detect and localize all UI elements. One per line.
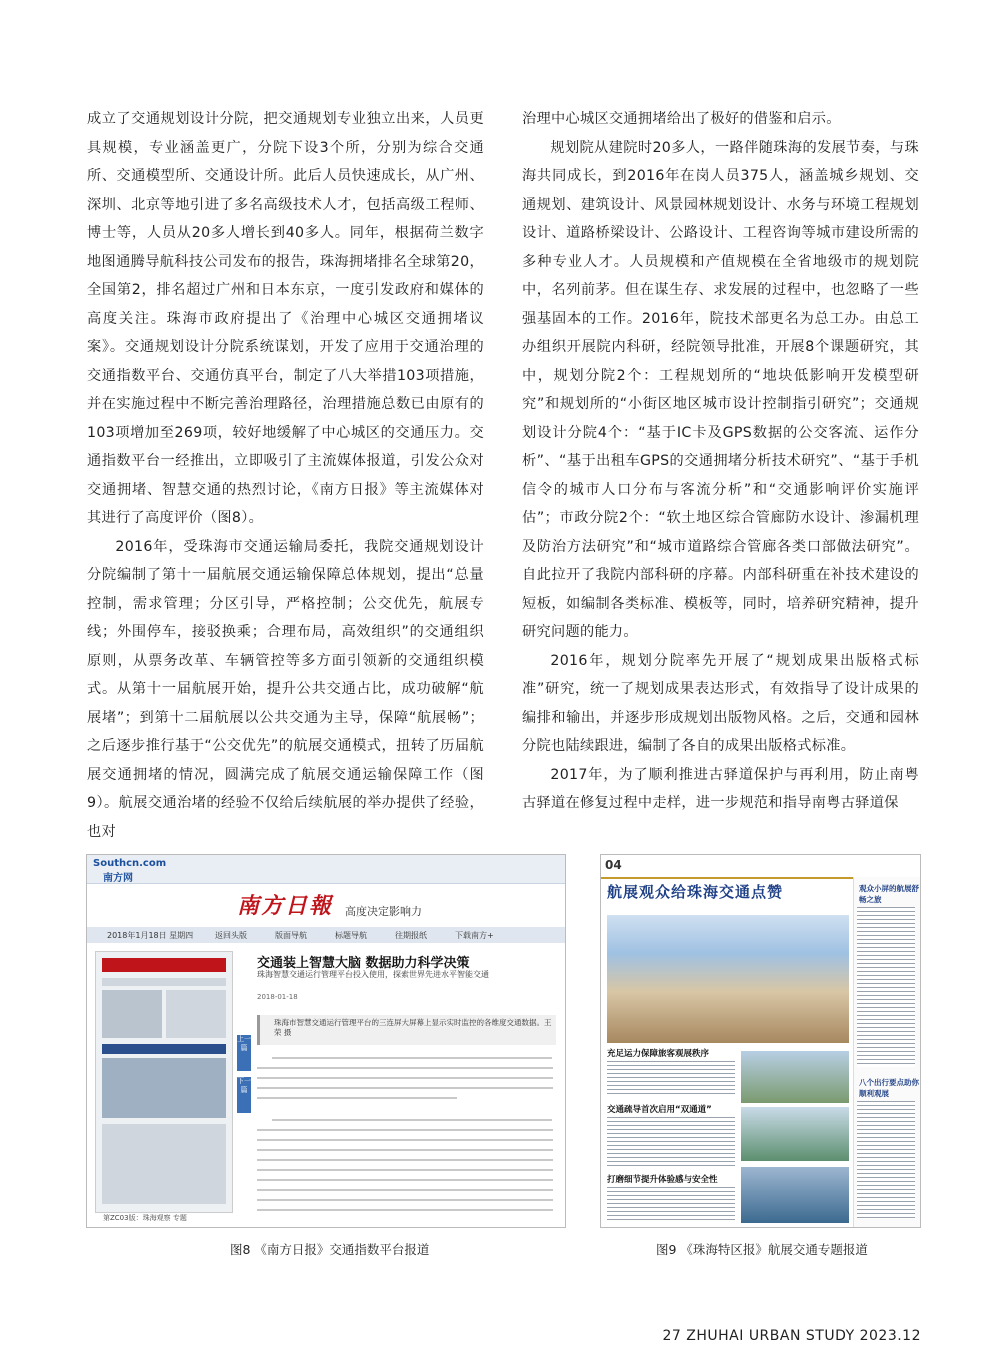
- article-subhead: 珠海智慧交通运行管理平台投入使用，探索世界先进水平智能交通: [257, 970, 489, 979]
- figure-9-caption: 图9 《珠海特区报》航展交通专题报道: [656, 1242, 868, 1257]
- right-paragraph-2: 规划院从建院时20多人，一路伴随珠海的发展节奏，与珠海共同成长，到2016年在岗人员375人，涵盖城乡规划、交通规划、建筑设计、风景园林规划设计、水务与环境工程规划设计、道路桥梁设计、公路设计、工程咨询等城市建设所需的多种专业人才。人员规模和产值规模在全省地级市的规划院中，名列前茅。但在谋生存、求发展的过程中，也忽略了一些强基固本的工作。2016年，院技术部更名为总工办。由总工办组织开展院内科研，经院领导批准，开展8个课题研究，其中，规划分院2个：工程规划所的“地块低影响开发模型研究”和规划所的“小街区地区城市设计控制指引研究”；交通规划设计分院4个：“基于IC卡及GPS数据的公交客流、运作分析”、“基于出租车GPS的交通拥堵分析技术研究”、“基于手机信令的城市人口分布与客流分析”和“交通影响评价实施评估”；市政分院2个：“软土地区综合管廊防水设计、渗漏机理及防治方法研究”和“城市道路综合管廊各类口部做法研究”。自此拉开了我院内部科研的序幕。内部科研重在补技术建设的短板，如编制各类标准、模板等，同时，培养研究精神，提升研究问题的能力。: [522, 139, 919, 640]
- right-paragraph-3: 2016年，规划分院率先开展了“规划成果出版格式标准”研究，统一了规划成果表达形式，有效指导了设计成果的编排和输出，并逐步形成规划出版物风格。之后，交通和园林分院也陆续跟进，编制了各自的成果出版格式标准。: [522, 652, 919, 754]
- nav-front-page: 返回头版: [215, 931, 247, 940]
- newspaper-nav: [87, 927, 565, 943]
- section-heading-1: 充足运力保障旅客观展秩序: [607, 1049, 710, 1059]
- right-paragraph-1: 治理中心城区交通拥堵给出了极好的借鉴和启示。: [522, 111, 841, 127]
- page-headline: 航展观众给珠海交通点赞: [607, 883, 784, 901]
- masthead-slogan: 高度决定影响力: [345, 905, 422, 918]
- nav-archive: 往期报纸: [395, 931, 427, 940]
- next-article-tab: 下一篇: [237, 1077, 251, 1113]
- site-logo: Southcn.com: [93, 858, 167, 869]
- sidebar-heading-1: 观众小屏的航展舒畅之旅: [859, 884, 919, 904]
- article-headline: 交通装上智慧大脑 数据助力科学决策: [257, 956, 470, 971]
- left-paragraph-2: 2016年，受珠海市交通运输局委托，我院交通规划设计分院编制了第十一届航展交通运输保障总体规划，提出“总量控制，需求管理；分区引导，严格控制；公交优先，航展专线；外围停车，接驳换乘；合理布局，高效组织”的交通组织原则，从票务改革、车辆管控等多方面引领新的交通组织模式。从第十一届航展开始，提升公共交通占比，成功破解“航展堵”；到第十二届航展以公共交通为主导，保障“航展畅”；之后逐步推行基于“公交优先”的航展交通模式，扭转了历届航展交通拥堵的情况，圆满完成了航展交通运输保障工作（图9）。航展交通治堵的经验不仅给后续航展的举办提供了经验，也对: [87, 538, 484, 840]
- nav-date: 2018年1月18日 星期四: [107, 931, 194, 940]
- photo-4: [741, 1167, 849, 1223]
- thumbnail-caption: 第ZC03版：珠海观察 专题: [103, 1214, 187, 1222]
- sidebar-heading-2: 八个出行要点助你顺利观展: [859, 1078, 919, 1098]
- nav-section: 版面导航: [275, 931, 307, 940]
- prev-article-tab: 上一篇: [237, 1035, 251, 1071]
- figure-8-newspaper-web: [86, 854, 566, 1228]
- photo-3: [741, 1107, 849, 1161]
- left-paragraph-1: 成立了交通规划设计分院，把交通规划专业独立出来，人员更具规模，专业涵盖更广，分院下设3个所，分别为综合交通所、交通模型所、交通设计所。此后人员快速成长，从广州、深圳、北京等地引进了多名高级技术人才，包括高级工程师、博士等，人员从20多人增长到40多人。同年，根据荷兰数字地图通腾导航科技公司发布的报告，珠海拥堵排名全球第20，全国第2，排名超过广州和日本东京，一度引发政府和媒体的高度关注。珠海市政府提出了《治理中心城区交通拥堵议案》。交通规划设计分院系统谋划，开发了应用于交通治理的交通指数平台、交通仿真平台，制定了八大举措103项措施，并在实施过程中不断完善治理路径，治理措施总数已由原有的103项增加至269项，较好地缓解了中心城区的交通压力。交通指数平台一经推出，立即吸引了主流媒体报道，引发公众对交通拥堵、智慧交通的热烈讨论，《南方日报》等主流媒体对其进行了高度评价（图8）。: [87, 111, 484, 526]
- main-photo: [607, 915, 849, 1043]
- right-text-column: [522, 105, 919, 818]
- page-thumbnail: [95, 951, 233, 1213]
- site-name: 南方网: [103, 873, 133, 884]
- page-footer: 27 ZHUHAI URBAN STUDY 2023.12: [662, 1328, 921, 1344]
- site-header-bar: [87, 855, 565, 884]
- photo-caption-box: [257, 1015, 556, 1045]
- newspaper-masthead: 南方日報: [237, 893, 334, 919]
- figure-8-caption: 图8 《南方日报》交通指数平台报道: [230, 1242, 430, 1257]
- page-number: 04: [605, 858, 622, 872]
- nav-download: 下载南方+: [455, 931, 494, 940]
- photo-2: [741, 1051, 849, 1103]
- left-text-column: [87, 105, 484, 846]
- article-date: 2018-01-18: [257, 993, 298, 1001]
- figure-9-newspaper-page: [600, 854, 921, 1228]
- page-header: [601, 855, 920, 879]
- section-heading-2: 交通疏导首次启用“双通道”: [607, 1105, 712, 1115]
- nav-titles: 标题导航: [335, 931, 367, 940]
- right-paragraph-4: 2017年，为了顺利推进古驿道保护与再利用，防止南粤古驿道在修复过程中走样，进一步规范和指导南粤古驿道保: [522, 766, 919, 811]
- section-heading-3: 打磨细节提升体验感与安全性: [607, 1175, 718, 1185]
- photo-caption: 珠海市智慧交通运行管理平台的三连屏大屏幕上显示实时监控的各维度交通数据。王荣 摄: [274, 1018, 552, 1037]
